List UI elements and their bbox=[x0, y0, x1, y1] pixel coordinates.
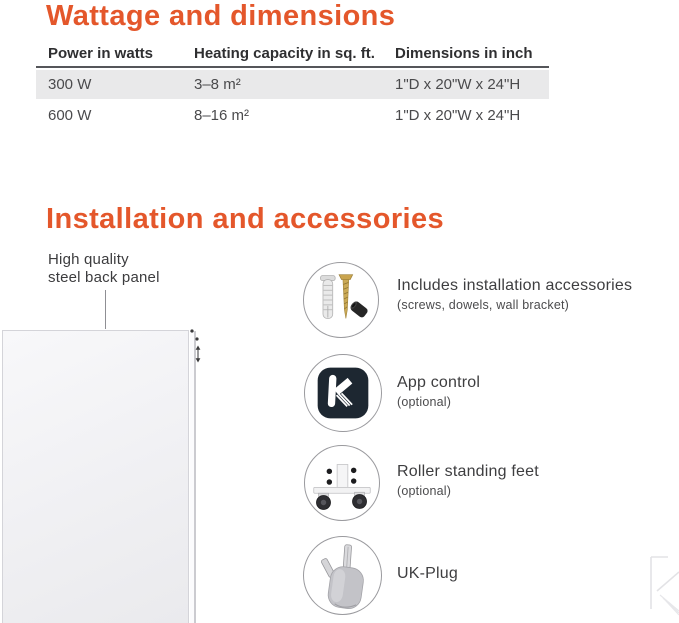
heater-panel-image bbox=[2, 330, 189, 623]
brand-k-watermark-icon bbox=[643, 545, 679, 621]
wattage-table bbox=[36, 44, 549, 130]
section-title-wattage: Wattage and dimensions bbox=[46, 0, 396, 32]
section-title-installation: Installation and accessories bbox=[46, 203, 445, 235]
col-header-dimensions: Dimensions in inch bbox=[395, 44, 533, 62]
accessory-sublabel: (optional) bbox=[397, 484, 452, 498]
callout-connector-line bbox=[105, 290, 106, 329]
accessory-label: App control bbox=[397, 374, 481, 391]
col-header-power: Power in watts bbox=[48, 44, 154, 62]
accessory-sublabel: (screws, dowels, wall bracket) bbox=[397, 298, 570, 312]
panel-depth-marker-icon bbox=[187, 326, 203, 368]
table-header-row bbox=[36, 44, 549, 62]
accessory-sublabel: (optional) bbox=[397, 395, 452, 409]
cell-capacity: 3–8 m² bbox=[194, 76, 241, 93]
table-header-rule bbox=[36, 66, 549, 68]
cell-dimensions: 1"D x 20"W x 24"H bbox=[395, 107, 521, 124]
accessory-label: Roller standing feet bbox=[397, 463, 539, 480]
panel-callout-label bbox=[48, 251, 160, 287]
cell-dimensions: 1"D x 20"W x 24"H bbox=[395, 76, 521, 93]
heater-panel-side-edge bbox=[190, 331, 196, 623]
col-header-capacity: Heating capacity in sq. ft. bbox=[194, 44, 375, 62]
cell-capacity: 8–16 m² bbox=[194, 107, 250, 124]
callout-line1: High quality bbox=[48, 251, 129, 268]
uk-plug-icon bbox=[303, 536, 382, 615]
callout-line2: steel back panel bbox=[48, 269, 160, 286]
accessory-label: UK-Plug bbox=[397, 565, 458, 582]
roller-feet-icon bbox=[304, 445, 380, 521]
table-row bbox=[36, 101, 549, 130]
installation-hardware-icon bbox=[303, 262, 379, 338]
app-control-icon bbox=[304, 354, 382, 432]
accessory-label: Includes installation accessories bbox=[397, 277, 633, 294]
cell-power: 300 W bbox=[48, 76, 92, 93]
cell-power: 600 W bbox=[48, 107, 92, 124]
table-row bbox=[36, 70, 549, 99]
